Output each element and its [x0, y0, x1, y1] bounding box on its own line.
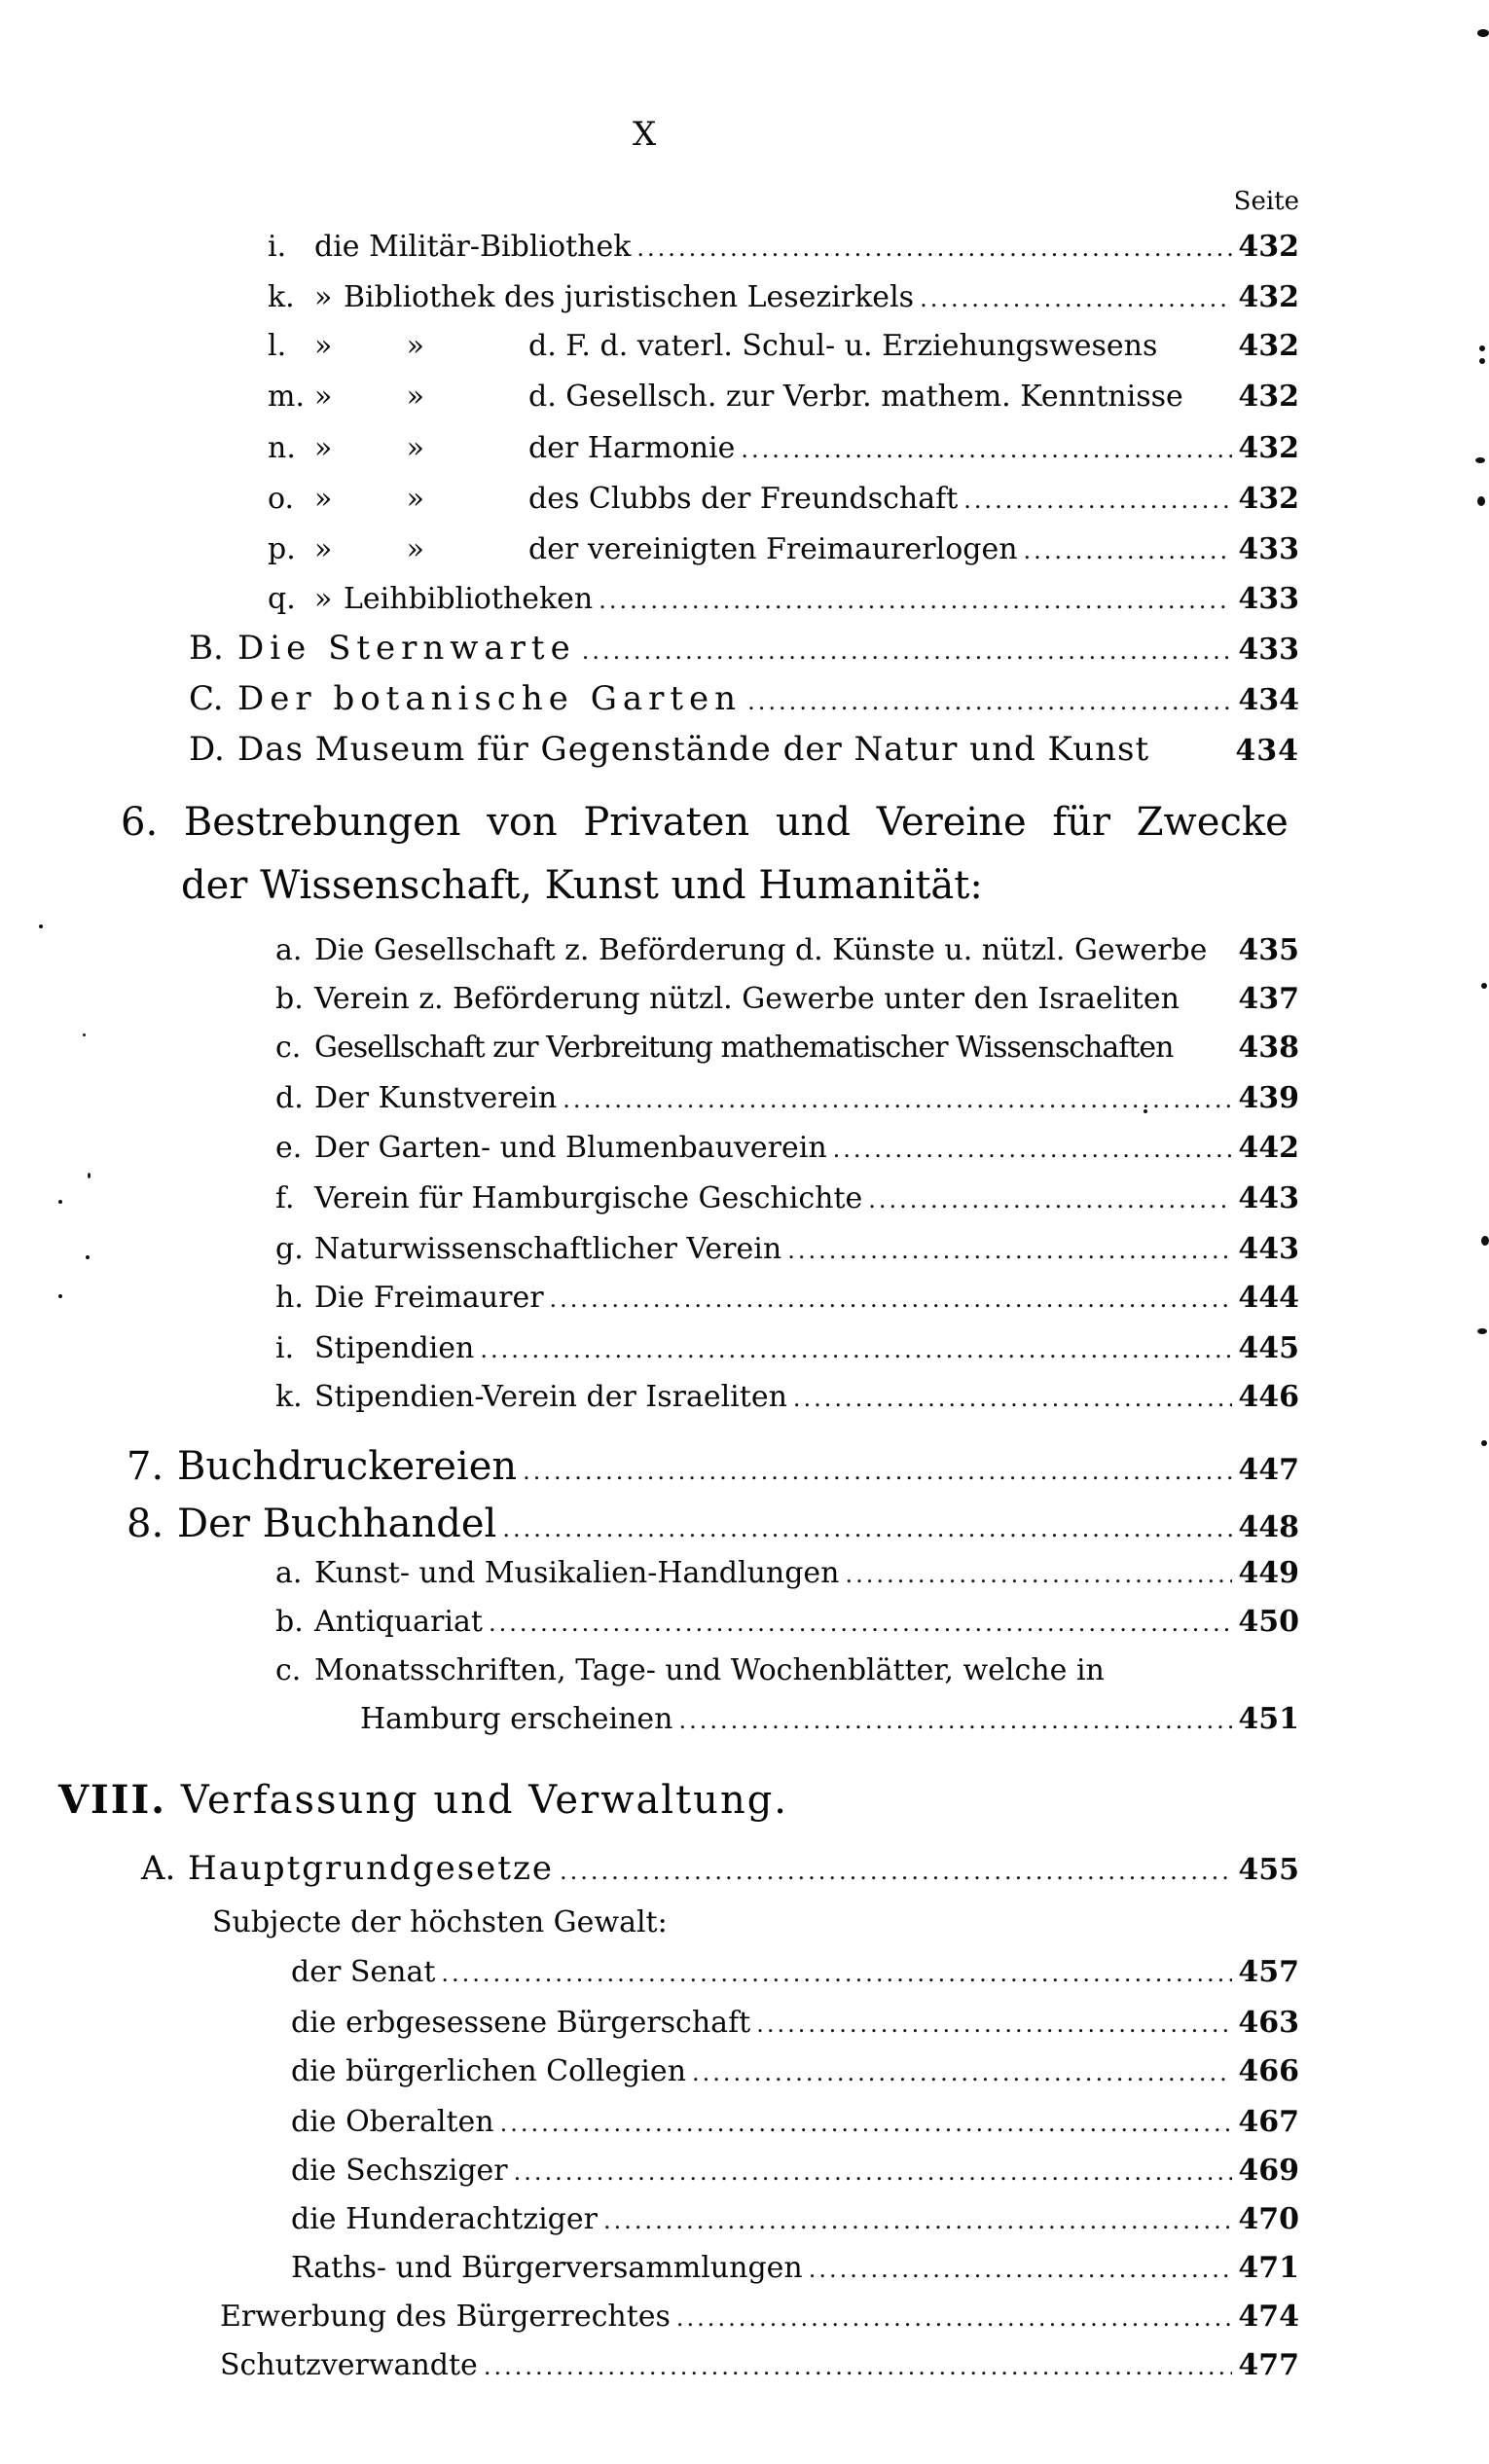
toc-entry: l. » » d. F. d. vaterl. Schul- u. Erziehungswesens 432	[268, 329, 1299, 363]
entry-title: Die Gesellschaft z. Beförderung d. Künste u. nützl. Gewerbe	[314, 933, 1208, 967]
entry-title: der vereinigten Freimaurerlogen	[528, 532, 1018, 566]
entry-title: Die Freimaurer	[314, 1281, 544, 1315]
leader-dots	[500, 2110, 1233, 2137]
chapter-numeral: VIII.	[58, 1777, 167, 1823]
scan-speck	[1479, 345, 1485, 351]
entry-title: Hamburg erscheinen	[360, 1702, 673, 1736]
page-ref: 435	[1238, 933, 1299, 967]
chapter-heading	[58, 1777, 788, 1823]
ditto-mark: »	[314, 280, 333, 314]
page-ref: 432	[1238, 280, 1299, 314]
page-ref: 448	[1238, 1510, 1299, 1544]
leader-dots	[692, 2059, 1232, 2086]
entry-title: Bibliothek des juristischen Lesezirkels	[344, 280, 915, 314]
scan-speck	[88, 1173, 91, 1178]
page-column-header: Seite	[1233, 187, 1299, 216]
page-ref: 433	[1238, 582, 1299, 616]
page-ref: 471	[1238, 2251, 1299, 2285]
leader-dots	[550, 1286, 1233, 1313]
entry-title: Leihbibliotheken	[344, 582, 594, 616]
toc-entry	[291, 1955, 1299, 1989]
scan-speck	[1479, 358, 1485, 364]
section-number: 6.	[121, 800, 159, 845]
toc-entry	[220, 2348, 1299, 2382]
toc-entry: e. Der Garten- und Blumenbauverein ..... 442	[275, 1131, 1299, 1165]
page-ref: 432	[1238, 482, 1299, 516]
scan-speck	[1481, 1440, 1487, 1446]
page-ref: 447	[1238, 1453, 1299, 1487]
entry-title: des Clubbs der Freundschaft	[528, 482, 959, 516]
toc-entry: b. Antiquariat ..... 450	[275, 1605, 1299, 1639]
toc-entry	[291, 2202, 1299, 2236]
page-ref: 432	[1238, 431, 1299, 465]
entry-title: die Sechsziger	[291, 2154, 508, 2188]
leader-dots	[502, 1515, 1232, 1542]
toc-entry: i. die Militär-Bibliothek ..... 432	[268, 230, 1299, 264]
page-ref: 432	[1238, 329, 1299, 363]
entry-title: Antiquariat	[314, 1605, 483, 1639]
toc-entry	[291, 2154, 1299, 2188]
entry-title: Kunst- und Musikalien-Handlungen	[314, 1556, 840, 1590]
leader-dots	[1024, 537, 1233, 564]
page-number: X	[633, 115, 657, 154]
leader-dots	[441, 1960, 1232, 1987]
page-ref: 446	[1238, 1380, 1299, 1414]
toc-entry	[220, 2300, 1299, 2334]
leader-dots	[793, 1385, 1232, 1412]
page-ref: 433	[1238, 532, 1299, 566]
page-ref: 433	[1238, 633, 1299, 667]
entry-title: Schutzverwandte	[220, 2348, 478, 2382]
leader-dots	[756, 2011, 1232, 2038]
toc-entry: g. Naturwissenschaftlicher Verein ..... 443	[275, 1232, 1299, 1266]
leader-dots	[741, 436, 1232, 463]
page-ref: 449	[1238, 1556, 1299, 1590]
leader-dots	[676, 2304, 1232, 2332]
ditto-mark: » »	[314, 380, 424, 414]
section-title-line1: Bestrebungen von Privaten und Vereine für Zwecke	[183, 800, 1289, 845]
page-ref: 469	[1238, 2154, 1299, 2188]
entry-title: Die Sternwarte	[237, 629, 576, 668]
entry-title: Stipendien-Verein der Israeliten	[314, 1380, 787, 1414]
entry-title: der Senat	[291, 1955, 436, 1989]
page-ref: 455	[1238, 1853, 1299, 1887]
page-ref: 451	[1238, 1702, 1299, 1736]
leader-dots	[846, 1561, 1233, 1588]
toc-entry: n. » » der Harmonie ..... 432	[268, 431, 1299, 465]
ditto-mark: » »	[314, 532, 424, 566]
entry-title: Naturwissenschaftlicher Verein	[314, 1232, 782, 1266]
page-ref: 444	[1238, 1281, 1299, 1315]
toc-entry: c. Monatsschriften, Tage- und Wochenblätter, welche in	[275, 1653, 1105, 1687]
scan-speck	[39, 924, 43, 928]
ditto-mark: » »	[314, 329, 424, 363]
entry-title: die Militär-Bibliothek	[314, 230, 632, 264]
toc-entry: f. Verein für Hamburgische Geschichte ..... 443	[275, 1181, 1299, 1215]
entry-title: Stipendien	[314, 1331, 475, 1365]
ditto-mark: »	[314, 582, 333, 616]
leader-dots	[489, 1610, 1232, 1637]
leader-dots	[582, 637, 1233, 665]
scan-speck	[1477, 496, 1485, 506]
page-ref: 466	[1238, 2054, 1299, 2088]
toc-entry	[291, 2105, 1299, 2139]
toc-entry: D. Das Museum für Gegenstände der Natur und Kunst 434	[189, 730, 1299, 769]
leader-dots	[636, 235, 1232, 262]
toc-entry: B. Die Sternwarte ..... 433	[189, 629, 1299, 668]
scan-speck	[1477, 1328, 1487, 1334]
entry-title: der Harmonie	[528, 431, 736, 465]
page-ref: 463	[1238, 2006, 1299, 2040]
toc-entry	[291, 2251, 1299, 2285]
entry-title: d. Gesellsch. zur Verbr. mathem. Kenntnisse	[528, 380, 1183, 414]
scan-speck	[1144, 1109, 1147, 1113]
entry-title: Hauptgrundgesetze	[188, 1849, 554, 1888]
scan-speck	[1481, 1236, 1489, 1246]
page-ref: 445	[1238, 1331, 1299, 1365]
scan-speck	[58, 1200, 62, 1204]
entry-title: Buchdruckereien	[177, 1444, 518, 1489]
scan-speck	[83, 1033, 86, 1036]
chapter-title: Verfassung und Verwaltung.	[180, 1778, 789, 1823]
leader-dots	[678, 1707, 1232, 1734]
page-ref: 432	[1238, 380, 1299, 414]
entry-title: Der botanische Garten	[237, 679, 743, 718]
page-ref: 477	[1238, 2348, 1299, 2382]
toc-entry: m. » » d. Gesellsch. zur Verbr. mathem. Kenntnisse 432	[268, 380, 1299, 414]
page-ref: 434	[1238, 683, 1299, 717]
page-ref: 467	[1238, 2105, 1299, 2139]
page-ref: 438	[1238, 1031, 1299, 1065]
scan-speck	[1475, 457, 1485, 463]
entry-title: Gesellschaft zur Verbreitung mathematischer Wissenschaften	[314, 1031, 1174, 1065]
toc-entry: c. Gesellschaft zur Verbreitung mathematischer Wissenschaften 438	[275, 1031, 1299, 1065]
page-ref: 442	[1238, 1131, 1299, 1165]
section-title-line2: der Wissenschaft, Kunst und Humanität:	[181, 863, 983, 908]
page-ref: 437	[1238, 982, 1299, 1016]
leader-dots	[963, 487, 1232, 514]
leader-dots	[480, 1336, 1232, 1363]
toc-entry: i. Stipendien ..... 445	[275, 1331, 1299, 1365]
entry-title: die bürgerlichen Collegien	[291, 2054, 687, 2088]
leader-dots	[833, 1136, 1233, 1163]
leader-dots	[809, 2256, 1233, 2283]
page-ref: 450	[1238, 1605, 1299, 1639]
page-ref: 432	[1238, 230, 1299, 264]
entry-title: die erbgesessene Bürgerschaft	[291, 2006, 751, 2040]
entry-title: Verein für Hamburgische Geschichte	[314, 1181, 863, 1215]
page-ref: 443	[1238, 1232, 1299, 1266]
toc-entry: A. Hauptgrundgesetze ..... 455	[141, 1849, 1299, 1888]
entry-title: Der Garten- und Blumenbauverein	[314, 1131, 827, 1165]
leader-dots	[560, 1858, 1232, 1885]
page-ref: 474	[1238, 2300, 1299, 2334]
toc-entry-continuation	[360, 1702, 1299, 1736]
toc-section-8: 8. Der Buchhandel ..... 448	[127, 1502, 1299, 1546]
leader-dots	[787, 1237, 1232, 1264]
page-ref: 457	[1238, 1955, 1299, 1989]
toc-entry: o. » » des Clubbs der Freundschaft ..... 432	[268, 482, 1299, 516]
scan-speck	[1481, 983, 1487, 989]
leader-dots	[484, 2353, 1233, 2380]
entry-title: Raths- und Bürgerversammlungen	[291, 2251, 803, 2285]
toc-entry	[291, 2054, 1299, 2088]
page-ref: 434	[1235, 734, 1299, 768]
entry-title: Monatsschriften, Tage- und Wochenblätter, welche in	[314, 1653, 1105, 1687]
toc-section-7: 7. Buchdruckereien ..... 447	[127, 1444, 1299, 1489]
page-ref: 439	[1238, 1081, 1299, 1115]
entry-title: die Oberalten	[291, 2105, 494, 2139]
scan-speck	[86, 1255, 90, 1259]
toc-entry: a. Die Gesellschaft z. Beförderung d. Künste u. nützl. Gewerbe 435	[275, 933, 1299, 967]
ditto-mark: » »	[314, 482, 424, 516]
toc-entry: k. Stipendien-Verein der Israeliten ..... 446	[275, 1380, 1299, 1414]
toc-entry: d. Der Kunstverein ..... 439	[275, 1081, 1299, 1115]
subheading: Subjecte der höchsten Gewalt:	[212, 1905, 668, 1939]
leader-dots	[868, 1186, 1232, 1214]
toc-entry	[291, 2006, 1299, 2040]
entry-title: Der Buchhandel	[177, 1502, 497, 1546]
toc-entry: k. » Bibliothek des juristischen Lesezirkels ..... 432	[268, 280, 1299, 314]
entry-title: Der Kunstverein	[314, 1081, 558, 1115]
scan-speck	[1477, 29, 1489, 37]
ditto-mark: » »	[314, 431, 424, 465]
page-ref: 470	[1238, 2202, 1299, 2236]
toc-entry: b. Verein z. Beförderung nützl. Gewerbe unter den Israeliten 437	[275, 982, 1299, 1016]
toc-entry: p. » » der vereinigten Freimaurerlogen ..... 433	[268, 532, 1299, 566]
toc-entry: a. Kunst- und Musikalien-Handlungen ..... 449	[275, 1556, 1299, 1590]
leader-dots	[599, 587, 1232, 614]
leader-dots	[747, 688, 1232, 715]
leader-dots	[603, 2207, 1232, 2234]
toc-entry: h. Die Freimaurer ..... 444	[275, 1281, 1299, 1315]
toc-entry: C. Der botanische Garten ..... 434	[189, 679, 1299, 718]
leader-dots	[920, 285, 1232, 312]
leader-dots	[523, 1458, 1232, 1485]
entry-title: d. F. d. vaterl. Schul- u. Erziehungswesens	[528, 329, 1158, 363]
toc-entry: q. » Leihbibliotheken ..... 433	[268, 582, 1299, 616]
entry-title: Erwerbung des Bürgerrechtes	[220, 2300, 671, 2334]
section-heading	[121, 800, 1289, 845]
scan-speck	[58, 1294, 62, 1298]
entry-title: Verein z. Beförderung nützl. Gewerbe unter den Israeliten	[314, 982, 1180, 1016]
page-ref: 443	[1238, 1181, 1299, 1215]
leader-dots	[563, 1086, 1232, 1113]
entry-title: die Hunderachtziger	[291, 2202, 598, 2236]
leader-dots	[514, 2158, 1233, 2186]
entry-title: Das Museum für Gegenstände der Natur und Kunst	[237, 730, 1150, 769]
